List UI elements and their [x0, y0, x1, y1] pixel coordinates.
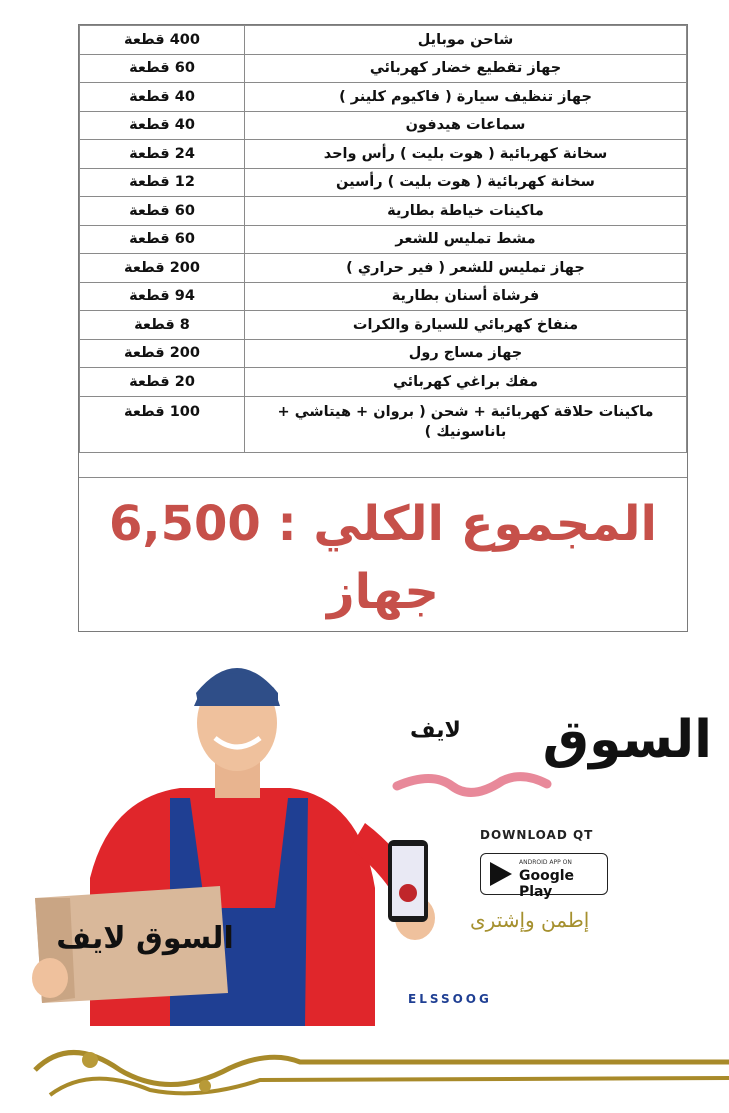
- table-row: [80, 225, 687, 254]
- quantity-cell: 200 قطعة: [80, 254, 245, 283]
- item-name-cell: سخانة كهربائية ( هوت بليت ) رأس واحد: [245, 140, 687, 169]
- brand-main-text: السوق: [542, 710, 712, 770]
- quantity-cell: 40 قطعة: [80, 83, 245, 112]
- item-name-cell: مفك براغي كهربائي: [245, 368, 687, 397]
- table-row: [80, 368, 687, 397]
- item-name-cell: شاحن موبايل: [245, 26, 687, 55]
- table-row: [80, 111, 687, 140]
- store-big-text: Google Play: [519, 868, 575, 900]
- table-row: [80, 311, 687, 340]
- item-name-cell: جهاز تقطيع خضار كهربائي: [245, 54, 687, 83]
- total-unit: جهاز: [327, 564, 439, 620]
- table-row: [80, 168, 687, 197]
- total-box: [79, 477, 687, 632]
- item-name-cell: منفاخ كهربائي للسيارة والكرات: [245, 311, 687, 340]
- inventory-sheet: [78, 24, 688, 632]
- quantity-cell: 8 قطعة: [80, 311, 245, 340]
- quantity-cell: 60 قطعة: [80, 54, 245, 83]
- table-row: [80, 83, 687, 112]
- table-row: [80, 140, 687, 169]
- item-name-cell: سخانة كهربائية ( هوت بليت ) رأسين: [245, 168, 687, 197]
- brand-logo: [392, 710, 722, 820]
- item-name-cell: مشط تمليس للشعر: [245, 225, 687, 254]
- quantity-cell: 12 قطعة: [80, 168, 245, 197]
- quantity-cell: 100 قطعة: [80, 396, 245, 452]
- item-name-cell: جهاز تمليس للشعر ( فير حراري ): [245, 254, 687, 283]
- box-logo: السوق لايف: [56, 921, 234, 956]
- tagline: إطمن وإشترى: [470, 908, 590, 932]
- quantity-cell: 94 قطعة: [80, 282, 245, 311]
- table-row: [80, 26, 687, 55]
- google-play-button[interactable]: [480, 853, 608, 900]
- table-row: [80, 282, 687, 311]
- play-store-icon: [486, 859, 516, 889]
- promo-section: [0, 640, 729, 1040]
- total-amount: المجموع الكلي : 6,500: [108, 496, 657, 552]
- item-name-cell: ماكينات حلاقة كهربائية + شحن ( بروان + هيتاشي + باناسونيك ): [245, 396, 687, 452]
- brand-swoosh-icon: [392, 766, 552, 806]
- quantity-cell: 60 قطعة: [80, 225, 245, 254]
- table-row: [80, 197, 687, 226]
- store-small-text: ANDROID APP ON: [519, 859, 572, 866]
- quantity-cell: 24 قطعة: [80, 140, 245, 169]
- inventory-table: [79, 25, 687, 453]
- item-name-cell: جهاز مساج رول: [245, 339, 687, 368]
- item-name-cell: فرشاة أسنان بطارية: [245, 282, 687, 311]
- item-name-cell: سماعات هيدفون: [245, 111, 687, 140]
- gold-ornament-divider: [30, 1040, 729, 1100]
- small-logo-text: ELSSOOG: [408, 992, 492, 1006]
- quantity-cell: 400 قطعة: [80, 26, 245, 55]
- quantity-cell: 200 قطعة: [80, 339, 245, 368]
- download-label: DOWNLOAD QT: [480, 828, 594, 842]
- quantity-cell: 20 قطعة: [80, 368, 245, 397]
- table-row: [80, 339, 687, 368]
- item-name-cell: ماكينات خياطة بطارية: [245, 197, 687, 226]
- item-name-cell: جهاز تنظيف سيارة ( فاكيوم كلينر ): [245, 83, 687, 112]
- quantity-cell: 40 قطعة: [80, 111, 245, 140]
- quantity-cell: 60 قطعة: [80, 197, 245, 226]
- table-row: [80, 396, 687, 452]
- delivery-man-illustration: [30, 648, 450, 1026]
- table-row: [80, 54, 687, 83]
- brand-sub-text: لايف: [410, 718, 461, 743]
- small-logo: [408, 988, 518, 1004]
- table-row: [80, 254, 687, 283]
